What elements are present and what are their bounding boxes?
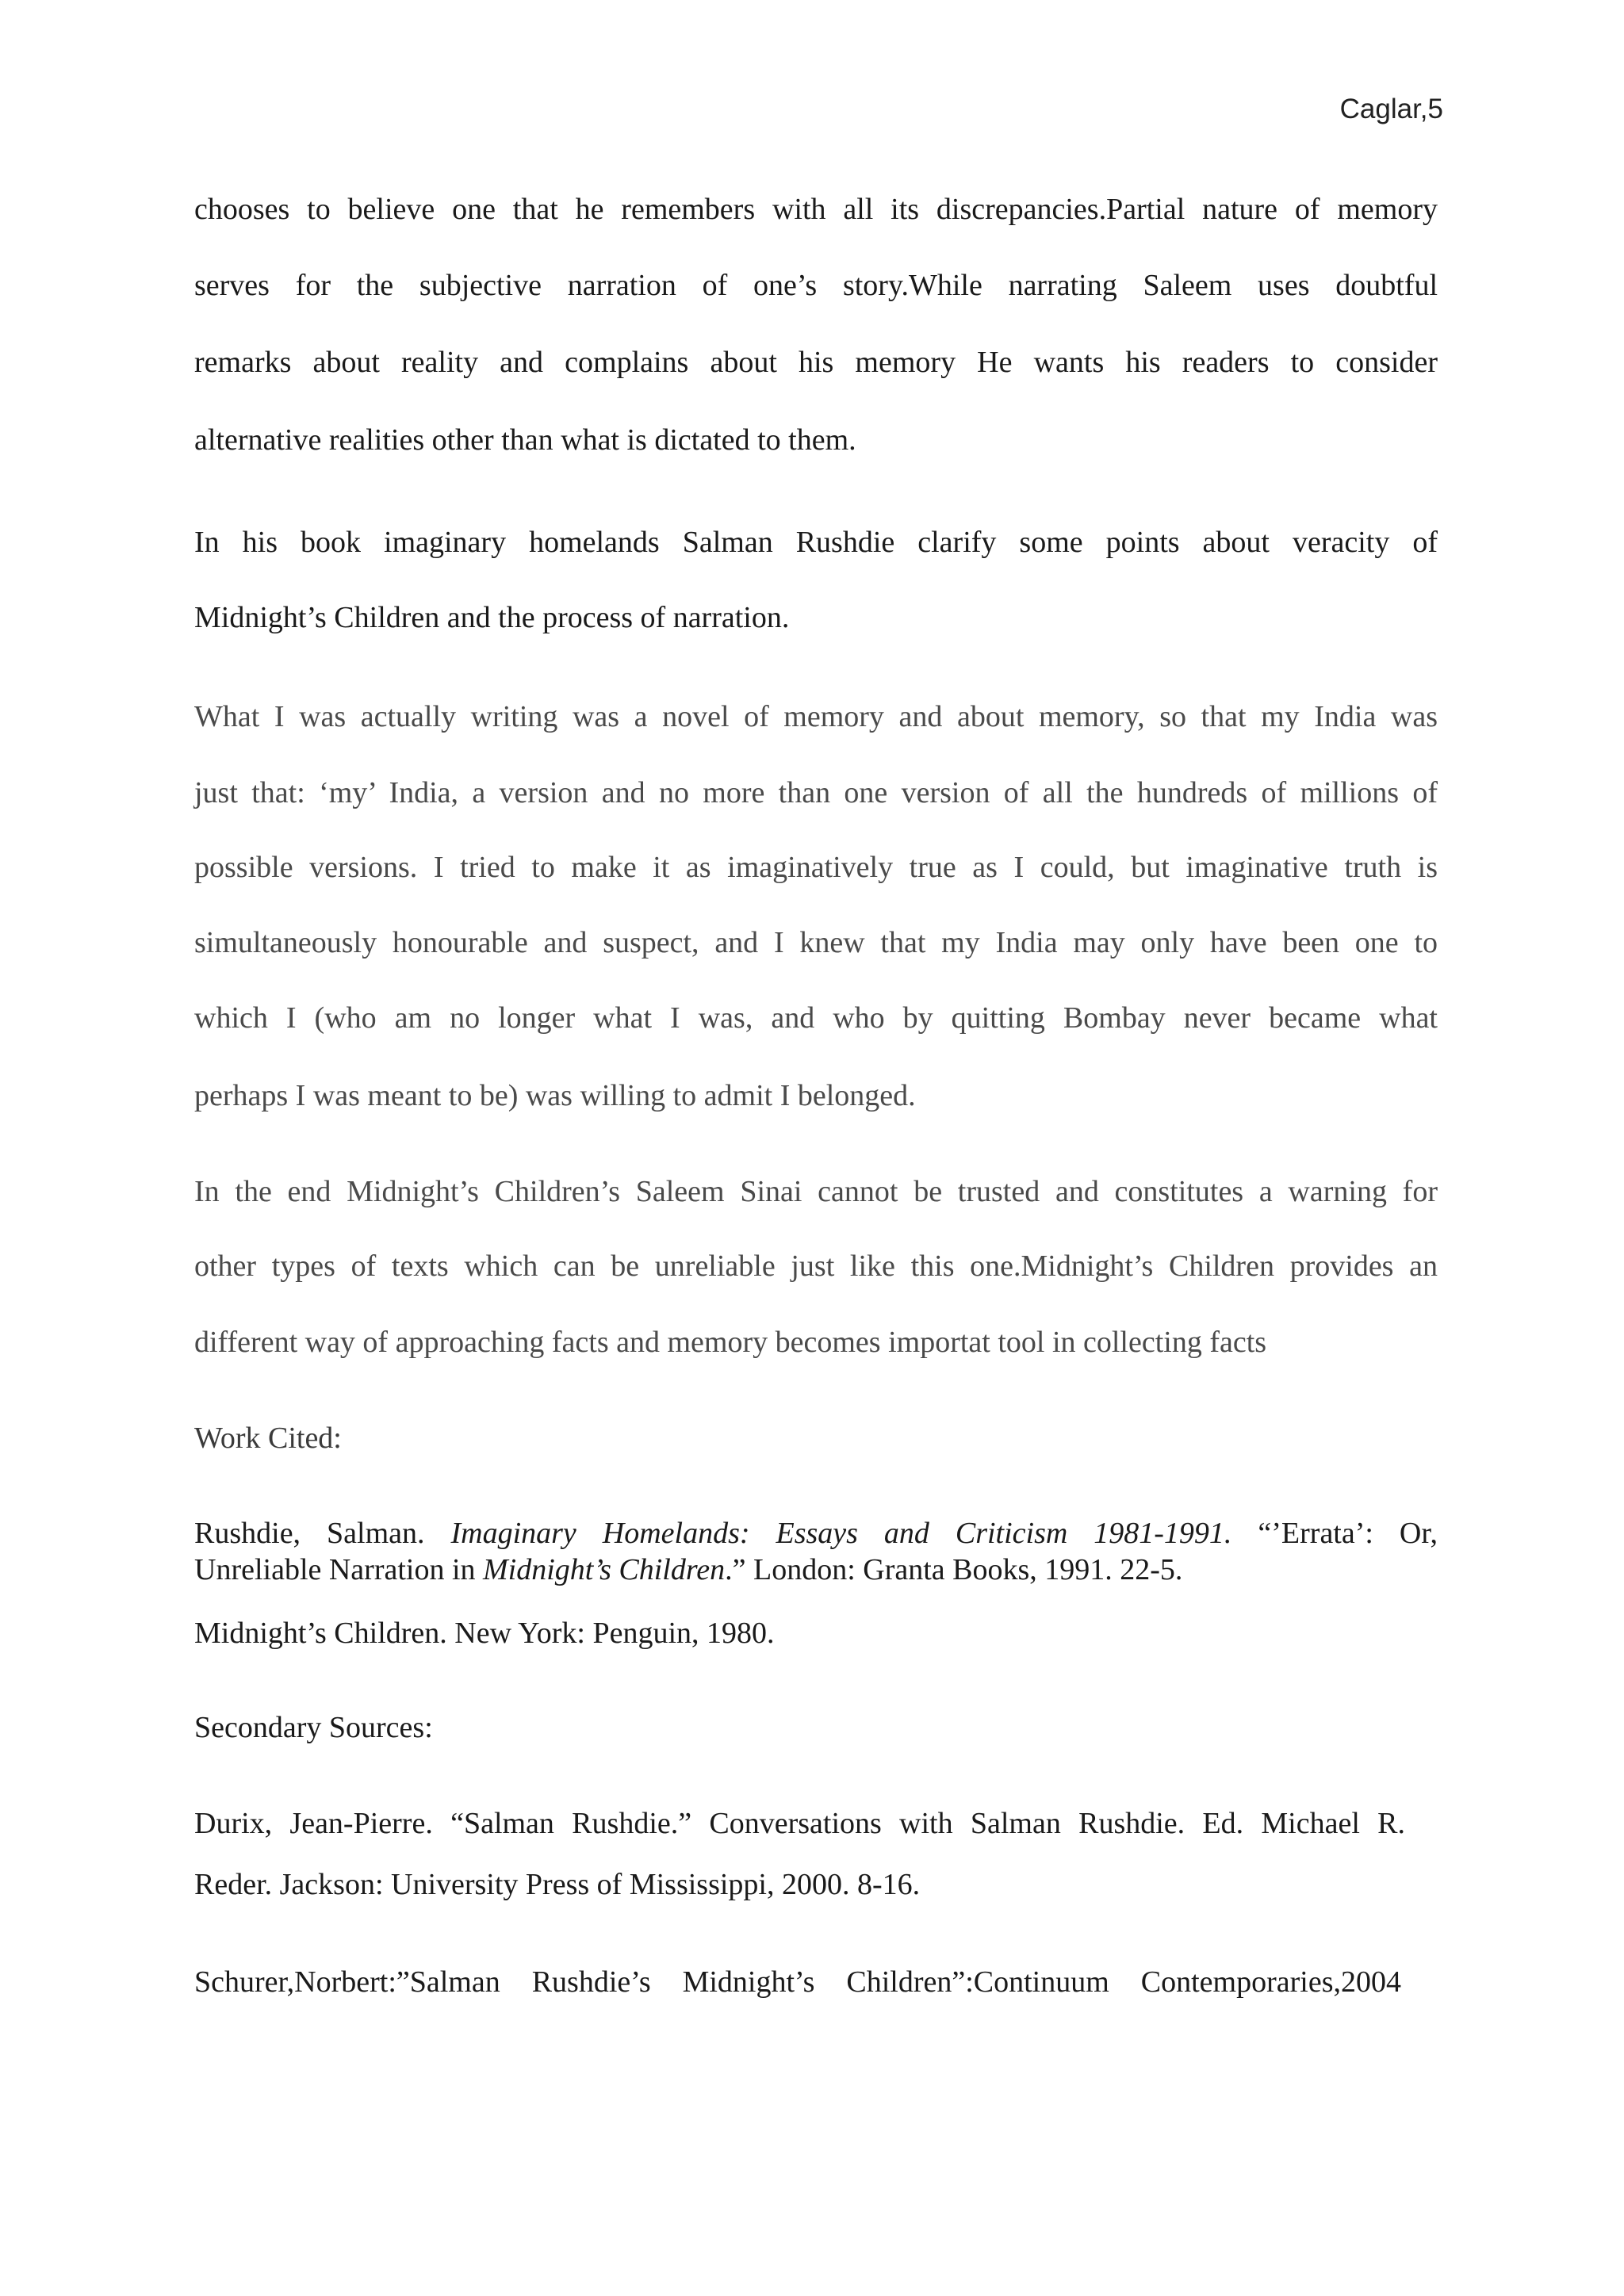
quote-line: perhaps I was meant to be) was willing to admit I belonged. [194,1079,916,1112]
works-cited-ref-2: Midnight’s Children. New York: Penguin, 1980. [194,1617,775,1650]
quote-line: which I (who am no longer what I was, and who by quitting Bombay never became what [194,1001,1438,1035]
secondary-sources-heading: Secondary Sources: [194,1711,433,1744]
works-cited-ref-1-line-2 [194,1552,1438,1587]
quote-line: What I was actually writing was a novel of memory and about memory, so that my India was [194,700,1438,733]
quote-line: simultaneously honourable and suspect, and I knew that my India may only have been one to [194,926,1438,959]
quote-line: possible versions. I tried to make it as imaginatively true as I could, but imaginative truth is [194,851,1438,884]
page-header: Caglar,5 [1339,94,1443,124]
text-line: In the end Midnight’s Children’s Saleem Sinai cannot be trusted and constitutes a warning for [194,1175,1438,1208]
text-line: chooses to believe one that he remembers with all its discrepancies.Partial nature of memory [194,193,1438,226]
text-line: alternative realities other than what is dictated to them. [194,423,856,457]
ref-chapter: “’Errata’: Or, [1231,1517,1438,1550]
text-line: remarks about reality and complains about his memory He wants his readers to consider [194,346,1438,379]
secondary-ref-1-line-1: Durix, Jean-Pierre. “Salman Rushdie.” Conversations with Salman Rushdie. Ed. Michael R. [194,1807,1405,1840]
ref-author: Rushdie, Salman. [194,1517,451,1550]
quote-line: just that: ‘my’ India, a version and no more than one version of all the hundreds of millions of [194,776,1438,809]
text-line: In his book imaginary homelands Salman Rushdie clarify some points about veracity of [194,526,1438,559]
works-cited-ref-1-line-1 [194,1516,1438,1551]
text-line: different way of approaching facts and memory becomes importat tool in collecting facts [194,1326,1267,1359]
text-line: other types of texts which can be unreliable just like this one.Midnight’s Children provides an [194,1249,1438,1283]
text-line: Midnight’s Children and the process of narration. [194,601,790,634]
ref-publisher: .” London: Granta Books, 1991. 22-5. [725,1553,1183,1586]
ref-chapter-cont: Unreliable Narration in [194,1553,484,1586]
secondary-ref-2: Schurer,Norbert:”Salman Rushdie’s Midnight’s Children”:Continuum Contemporaries,2004 [194,1965,1401,1999]
ref-book-title: Imaginary Homelands: Essays and Criticism 1981-1991. [450,1517,1232,1550]
secondary-ref-1-line-2: Reder. Jackson: University Press of Mississippi, 2000. 8-16. [194,1868,921,1901]
ref-novel-title: Midnight’s Children [483,1553,726,1586]
text-line: serves for the subjective narration of one’s story.While narrating Saleem uses doubtful [194,269,1438,302]
works-cited-heading: Work Cited: [194,1422,342,1455]
